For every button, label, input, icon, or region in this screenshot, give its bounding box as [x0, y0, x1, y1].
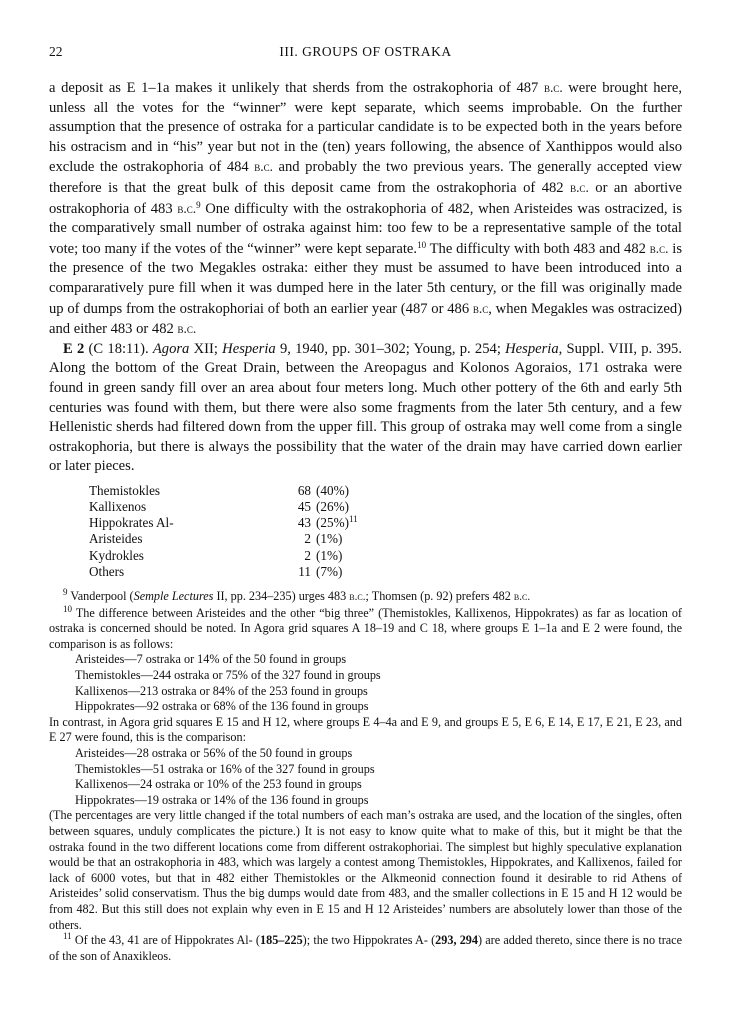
group-label-e2: E 2	[63, 340, 85, 357]
ostraka-tally-table	[89, 483, 358, 580]
candidate-name: Aristeides	[89, 531, 143, 547]
ostraka-percent: $(25\%)^{11}$	[316, 514, 358, 531]
footnote-10-closing: (The percentages are very little changed if the total numbers of each man’s ostraka are used, and the location of the singles, often between squares, unduly complicates the picture.) It is not easy to know quite what to make of this, but it might be that the ostraka found in the two different locations come from different ostrakophoriai. The simplest but highly speculative explanation would be that an ostrakophoria in 483, which was largely a contest among Themistokles, Hippokrates, and Kallixenos, failed for lack of 6000 votes, but that in 482 either Themistokles or the Alkmeonid connection found it desirable to rid Athens of Aristeides’ solid conservatism. Thus the big dumps would date from 483, and the smaller collections in E 15 and H 12 would be from 482. But this still does not explain why even in E 15 and H 12 Aristeides’ numbers are absolutely lower than those of the others.	[49, 808, 682, 932]
candidate-name: Others	[89, 563, 125, 579]
page-body	[49, 78, 682, 964]
ostraka-count: 2	[304, 531, 311, 547]
tally-row	[89, 499, 358, 515]
ostraka-count: 45	[297, 499, 311, 515]
ostraka-count: 2	[304, 547, 311, 563]
tally-row	[89, 548, 358, 564]
comparison-line: Aristeides—28 ostraka or 56% of the 50 found in groups	[75, 746, 353, 761]
ostraka-percent: (1%)	[316, 547, 343, 563]
paragraph-e2: E 2 (C 18:11). Agora XII; Hesperia 9, 1940, pp. 301–302; Young, p. 254; Hesperia, Suppl. VIII, p. 395. Along the bottom of the Great Drain, between the Areopagus and Kolonos Agoraios, 171 ostraka were found in green sandy fill over an area about four meters long. Much other pottery of the 6th and early 5th centuries was found with them, but there were also some fragments from the later 5th century, and a few Hellenistic sherds had filtered down from the upper fill. This group of ostraka may well come from a single ostrakophoria, but there is always the possibility that the water of the drain may have carried down earlier or later pieces.	[49, 340, 682, 475]
comparison-line: Hippokrates—92 ostraka or 68% of the 136 found in groups	[75, 699, 369, 714]
comparison-line: Themistokles—51 ostraka or 16% of the 327 found in groups	[75, 761, 375, 776]
comparison-line: Hippokrates—19 ostraka or 14% of the 136 found in groups	[75, 792, 369, 807]
footnotes	[49, 589, 682, 964]
running-head-title: III. GROUPS OF OSTRAKA	[279, 44, 452, 59]
footnote-10-middle: In contrast, in Agora grid squares E 15 and H 12, where groups E 4–4a and E 9, and groups E 5, E 6, E 14, E 17, E 21, E 23, and E 27 were found, this is the comparison:	[49, 714, 682, 745]
footnote-ref-10: 10	[417, 239, 427, 250]
paragraph-e1-continuation: a deposit as E 1–1a makes it unlikely that sherds from the ostrakophoria of 487 b.c. were brought here, unless all the votes for the “winner” were kept separate, which seems improbable. On the further assumption that the presence of ostraka for a particular candidate is to be expected both in the years before his ostracism and in “his” year but not in the (ten) years following, the absence of Xanthippos would also exclude the ostrakophoria of 484 b.c. and probably the two previous years. The generally accepted view therefore is that the great bulk of this deposit came from the ostrakophoria of 482 b.c. or an abortive ostrakophoria of 483 b.c.$^9$ One difficulty with the ostrakophoria of 482, when Aristeides was ostracized, is the comparatively small number of ostraka against him: too few to be a representative sample of the total vote; too many if the votes of the “winner” were kept separate.$^{10}$ The difficulty with both 483 and 482 b.c. is the presence of the two Megakles ostraka: either they must be assumed to have been introduced into a compararatively pure fill when it was dumped here in the later 5th century, or the fill was originally made up of dumps from the ostrakophoriai of both an earlier year (487 or 486 b.c, when Megakles was ostracized) and either 483 or 482 b.c.	[49, 80, 682, 338]
tally-row	[89, 515, 358, 531]
tally-row	[89, 531, 358, 547]
footnote-10: $^{10}$ The difference between Aristeides and the other “big three” (Themistokles, Kallixenos, Hippokrates) as far as location of ostraka is concerned should be noted. In Agora grid squares A 18–19 and C 18, where groups E 1–1a and E 2 were found, the comparison is as follows:	[49, 603, 682, 651]
candidate-name: Kallixenos	[89, 499, 147, 515]
ostraka-count: 68	[297, 482, 311, 498]
ostraka-count: 43	[297, 515, 311, 531]
ostraka-percent: (1%)	[316, 531, 343, 547]
ostraka-percent: (7%)	[316, 563, 343, 579]
candidate-name: Kydrokles	[89, 547, 144, 563]
tally-row	[89, 564, 358, 580]
comparison-line: Kallixenos—24 ostraka or 10% of the 253 found in groups	[75, 777, 362, 792]
tally-row	[89, 483, 358, 499]
ostraka-percent: (26%)	[316, 499, 349, 515]
footnote-9: $^9$ Vanderpool (Semple Lectures II, pp. 234–235) urges 483 b.c.; Thomsen (p. 92) prefers 482 b.c.	[63, 587, 531, 604]
page-number: 22	[49, 44, 63, 59]
comparison-line: Themistokles—244 ostraka or 75% of the 327 found in groups	[75, 668, 381, 683]
footnote-11: $^{11}$ Of the 43, 41 are of Hippokrates Al- (185–225); the two Hippokrates A- (293, 294) are added thereto, since there is no trace of the son of Anaxikleos.	[49, 931, 682, 963]
running-header	[49, 44, 682, 64]
ostraka-count: 11	[298, 563, 311, 579]
candidate-name: Themistokles	[89, 482, 161, 498]
comparison-list-2	[49, 746, 682, 808]
footnote-ref-9: 9	[196, 199, 201, 210]
comparison-list-1	[49, 652, 682, 714]
comparison-line: Kallixenos—213 ostraka or 84% of the 253 found in groups	[75, 683, 368, 698]
ostraka-percent: (40%)	[316, 482, 349, 498]
comparison-line: Aristeides—7 ostraka or 14% of the 50 found in groups	[75, 652, 347, 667]
candidate-name: Hippokrates Al-	[89, 515, 174, 531]
